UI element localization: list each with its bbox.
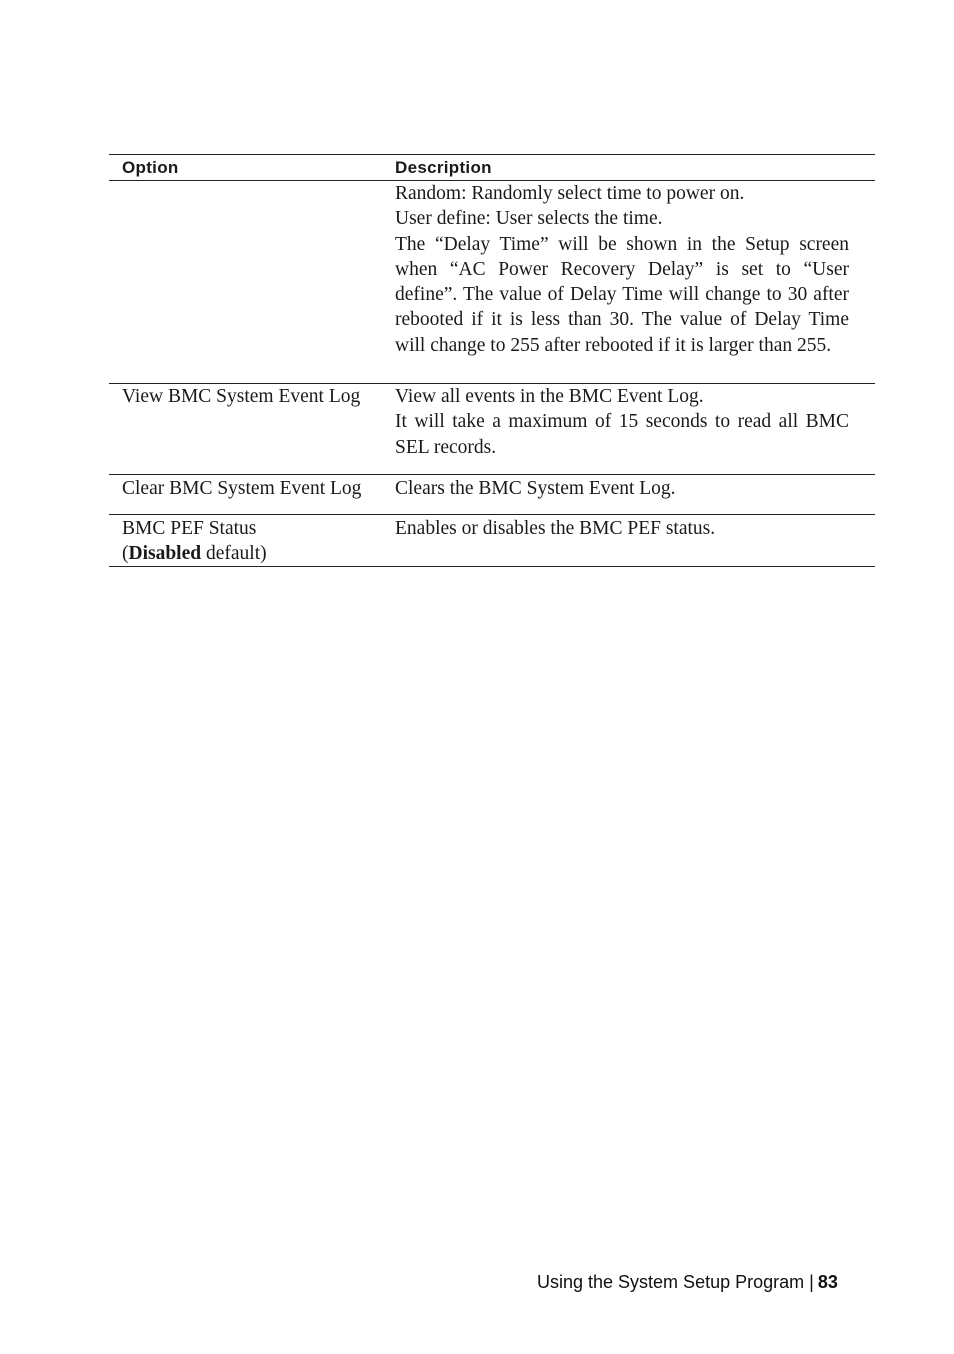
footer-section-title: Using the System Setup Program <box>537 1272 805 1292</box>
description-line: Enables or disables the BMC PEF status. <box>395 518 716 539</box>
option-default: (Disabled default) <box>122 543 267 565</box>
page-footer <box>537 1272 838 1293</box>
header-description: Description <box>395 158 492 177</box>
table-row <box>109 384 875 475</box>
description-cell <box>395 475 849 514</box>
table-row <box>109 475 875 515</box>
table-row <box>109 515 875 566</box>
option-cell: Clear BMC System Event Log <box>122 478 362 499</box>
table-row <box>109 181 875 384</box>
description-line: It will take a maximum of 15 seconds to read all BMC SEL records. <box>395 411 849 458</box>
header-option: Option <box>122 158 179 177</box>
footer-separator: | <box>809 1272 814 1292</box>
description-line: View all events in the BMC Event Log. <box>395 386 704 407</box>
option-name: BMC PEF Status <box>122 518 257 539</box>
description-line: Random: Randomly select time to power on. <box>395 183 745 204</box>
description-line: User define: User selects the time. <box>395 208 663 230</box>
description-line: The “Delay Time” will be shown in the Setup screen when “AC Power Recovery Delay” is set to “User define”. The value of Delay Time will change to 30 after rebooted if it is less than 30. The value of Delay Time will change to 255 after rebooted if it is larger than 255. <box>395 233 849 356</box>
option-cell: View BMC System Event Log <box>122 386 361 407</box>
table-header <box>109 155 875 181</box>
description-cell <box>395 181 849 383</box>
description-line: Clears the BMC System Event Log. <box>395 478 676 499</box>
options-table <box>109 154 875 567</box>
description-cell <box>395 515 849 566</box>
page-number: 83 <box>817 1272 838 1292</box>
description-cell <box>395 384 849 474</box>
option-cell <box>109 515 395 566</box>
option-cell <box>109 181 395 383</box>
default-value: Disabled <box>128 543 202 565</box>
